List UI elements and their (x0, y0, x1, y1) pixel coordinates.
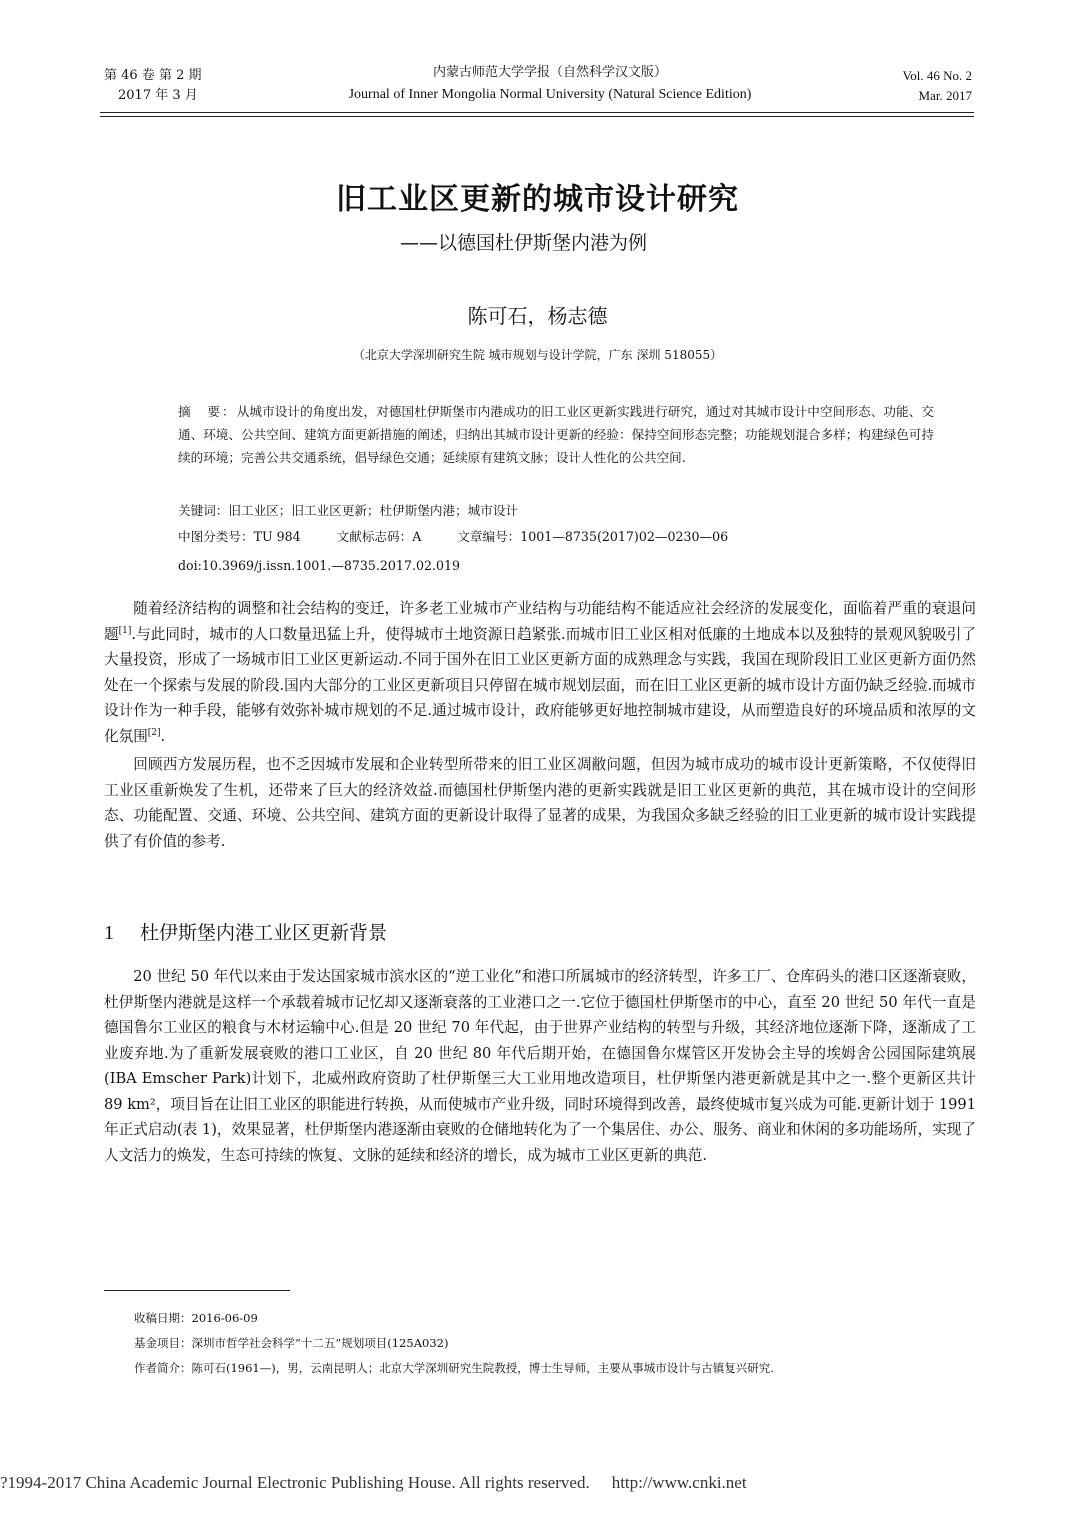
received-date: 收稿日期：2016-06-09 (134, 1311, 258, 1325)
journal-header (290, 62, 810, 106)
keywords: 关键词：旧工业区；旧工业区更新；杜伊斯堡内港；城市设计 (178, 503, 519, 518)
copyright-text: ?1994-2017 China Academic Journal Electronic Publishing House. All rights reserved. (0, 1473, 590, 1492)
cnki-url: http://www.cnki.net (611, 1473, 747, 1492)
footnote-rule (104, 1290, 290, 1291)
author-bio: 作者简介：陈可石(1961—)，男，云南昆明人；北京大学深圳研究生院教授，博士生导师，主要从事城市设计与古镇复兴研究. (134, 1361, 774, 1375)
section-1-body (104, 964, 976, 1168)
citation-1: [1] (118, 625, 132, 636)
doi: doi:10.3969/j.issn.1001.—8735.2017.02.019 (178, 558, 461, 573)
paragraph-text: .与此同时，城市的人口数量迅猛上升，使得城市土地资源日趋紧张.而城市旧工业区相对低廉的土地成本以及独特的景观风貌吸引了大量投资，形成了一场城市旧工业区更新运动.不同于国外在旧工业区更新方面的成熟理念与实践，我国在现阶段旧工业区更新方面仍然处在一个探索与发展的阶段.国内大部分的工业区更新项目只停留在城市规划层面，而在旧工业区更新的城市设计方面仍缺乏经验.而城市设计作为一种手段，能够有效弥补城市规划的不足.通过城市设计，政府能够更好地控制城市建设，从而塑造良好的环境品质和浓厚的文化氛围 (104, 625, 976, 745)
abstract-text: 从城市设计的角度出发，对德国杜伊斯堡市内港成功的旧工业区更新实践进行研究，通过对其城市设计中空间形态、功能、交通、环境、公共空间、建筑方面更新措施的阐述，归纳出其城市设计更新的经验：保持空间形态完整；功能规划混合多样；构建绿色可持续的环境；完善公共交通系统，倡导绿色交通；延续原有建筑文脉；设计人性化的公共空间. (178, 404, 935, 465)
paragraph: 20 世纪 50 年代以来由于发达国家城市滨水区的“逆工业化”和港口所属城市的经济转型，许多工厂、仓库码头的港口区逐渐衰败，杜伊斯堡内港就是这样一个承载着城市记忆却又逐渐衰落的工业港口之一.它位于德国杜伊斯堡市的中心，直至 20 世纪 50 年代一直是德国鲁尔工业区的粮食与木材运输中心.但是 20 世纪 70 年代起，由于世界产业结构的转型与升级，其经济地位逐渐下降，逐渐成了工业废弃地.为了重新发展衰败的港口工业区，自 20 世纪 80 年代后期开始，在德国鲁尔煤管区开发协会主导的埃姆舍公园国际建筑展(IBA Emscher Park)计划下，北威州政府资助了杜伊斯堡三大工业用地改造项目，杜伊斯堡内港更新就是其中之一.整个更新区共计 89 km²，项目旨在让旧工业区的职能进行转换，从而使城市产业升级，同时环境得到改善，最终使城市复兴成为可能.更新计划于 1991 年正式启动(表 1)，效果显著，杜伊斯堡内港逐渐由衰败的仓储地转化为了一个集居住、办公、服务、商业和休闲的多功能场所，实现了人文活力的焕发，生态可持续的恢复、文脉的延续和经济的增长，成为城市工业区更新的典范. (104, 968, 976, 1164)
section-number: 1 (104, 922, 114, 944)
paragraph-text: . (160, 727, 166, 745)
journal-name-cn: 内蒙古师范大学学报（自然科学汉文版） (432, 65, 667, 80)
abstract (178, 400, 934, 469)
header-rule-top (100, 112, 974, 113)
copyright-line (0, 1473, 1075, 1493)
issue-volume: 第 46 卷 第 2 期 (104, 68, 202, 83)
document-code: 文献标志码：A (336, 529, 422, 544)
intro-section (104, 596, 976, 854)
article-title: 旧工业区更新的城市设计研究 (336, 182, 739, 217)
article-subtitle: ——以德国杜伊斯堡内港为例 (400, 232, 648, 254)
clc-number: 中图分类号：TU 984 (178, 529, 301, 544)
article-number: 文章编号：1001—8735(2017)02—0230—06 (457, 529, 729, 544)
paragraph: 回顾西方发展历程，也不乏因城市发展和企业转型所带来的旧工业区凋敝问题，但因为城市成功的城市设计更新策略，不仅使得旧工业区重新焕发了生机，还带来了巨大的经济效益.而德国杜伊斯堡内港的更新实践就是旧工业区更新的典范，其在城市设计的空间形态、功能配置、交通、环境、公共空间、建筑方面的更新设计取得了显著的成果，为我国众多缺乏经验的旧工业更新的城市设计实践提供了有价值的参考. (104, 756, 976, 850)
issue-date: 2017 年 3 月 (118, 88, 198, 103)
section-title: 杜伊斯堡内港工业区更新背景 (140, 922, 388, 944)
citation-2: [2] (147, 727, 161, 738)
author-affiliation: （北京大学深圳研究生院 城市规划与设计学院，广东 深圳 518055） (352, 348, 723, 362)
journal-name-en: Journal of Inner Mongolia Normal University (Natural Science Edition) (348, 87, 752, 102)
paragraph (104, 596, 976, 749)
date-en: Mar. 2017 (918, 88, 972, 103)
volume-en: Vol. 46 No. 2 (902, 68, 972, 83)
paragraph-text: 随着经济结构的调整和社会结构的变迁，许多老工业城市产业结构与功能结构不能适应社会经济的发展变化，面临着严重的衰退问题 (104, 600, 976, 643)
fund-info: 基金项目：深圳市哲学社会科学“十二五”规划项目(125A032) (134, 1336, 449, 1350)
classification-line (178, 526, 728, 548)
footnotes (134, 1306, 774, 1381)
abstract-label: 摘 要： (178, 404, 237, 419)
issue-info (104, 66, 234, 106)
volume-info (860, 66, 972, 106)
section-heading (104, 918, 387, 945)
header-rule-bottom (100, 116, 974, 117)
article-authors: 陈可石，杨志德 (467, 304, 608, 328)
